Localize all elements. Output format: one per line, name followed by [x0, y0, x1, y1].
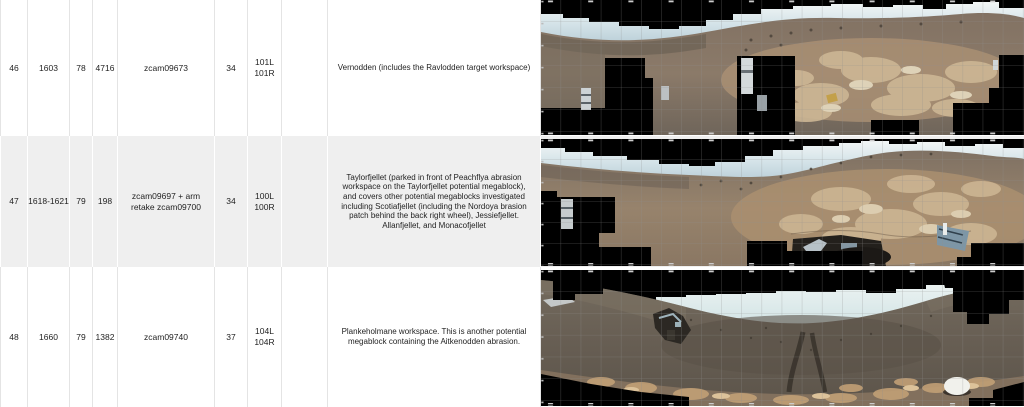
panorama-image [541, 139, 1024, 266]
cell-drive: 4716 [93, 0, 118, 136]
cell-pointings: 34 [215, 136, 248, 267]
filter-right: 100R [254, 201, 275, 212]
cell-description: Taylorfjellet (parked in front of Peachflya abrasion workspace on the Taylorfjellet potential megablock), and covers other potential megablocks investigated including Scotiafjellet (including the Nordoya brasion patch behind the back right wheel), Jessiefjellet. Allanfjellet, and Monacofjellet [328, 136, 541, 267]
cell-pointings: 34 [215, 0, 248, 136]
cell-description: Plankeholmane workspace. This is another potential megablock containing the Aitkenodden abrasion. [328, 267, 541, 407]
cell-filters [248, 136, 282, 267]
table-row [0, 136, 1024, 267]
cell-spacer [282, 267, 328, 407]
cell-filters [248, 267, 282, 407]
cell-sequence: zcam09697 + arm retake zcam09700 [118, 136, 215, 267]
cell-filters [248, 0, 282, 136]
cell-sequence: zcam09673 [118, 0, 215, 136]
filter-right: 104R [254, 337, 275, 347]
panorama-image [541, 270, 1024, 406]
cell-site: 79 [70, 136, 93, 267]
cell-drive: 1382 [93, 267, 118, 407]
cell-site: 79 [70, 267, 93, 407]
cell-sol: 1660 [28, 267, 70, 407]
cell-sol: 1618-1621 [28, 136, 70, 267]
cell-sequence: zcam09740 [118, 267, 215, 407]
cell-spacer [282, 136, 328, 267]
cell-spacer [282, 0, 328, 136]
filter-left: 101L [255, 57, 274, 68]
cell-row-number: 47 [0, 136, 28, 267]
cell-site: 78 [70, 0, 93, 136]
cell-pointings: 37 [215, 267, 248, 407]
panorama-cell [541, 136, 1024, 267]
cell-row-number: 46 [0, 0, 28, 136]
cell-row-number: 48 [0, 267, 28, 407]
panorama-image [541, 0, 1024, 135]
panorama-cell [541, 0, 1024, 136]
cell-description: Vernodden (includes the Ravlodden target workspace) [328, 0, 541, 136]
cell-sol: 1603 [28, 0, 70, 136]
panorama-cell [541, 267, 1024, 407]
cell-drive: 198 [93, 136, 118, 267]
filter-left: 104L [255, 326, 274, 337]
filter-right: 101R [254, 68, 275, 78]
table-row [0, 267, 1024, 407]
filter-left: 100L [255, 190, 274, 201]
table-row [0, 0, 1024, 136]
